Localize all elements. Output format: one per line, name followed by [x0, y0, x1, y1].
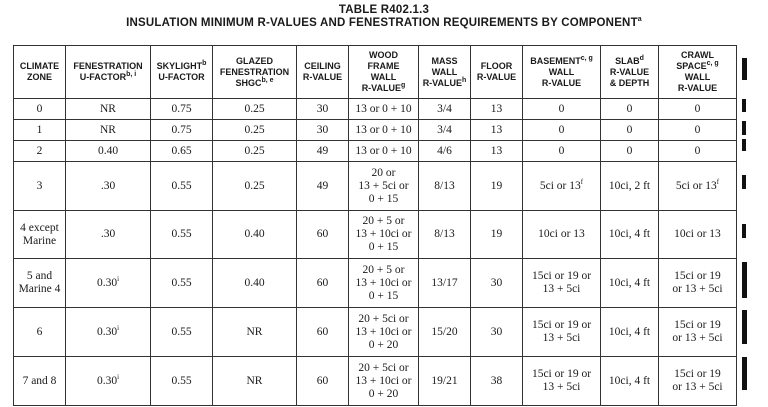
cell-ceiling-r-value	[297, 141, 349, 162]
cell-basement-wall-r-value	[523, 120, 601, 141]
cell-value: 38	[490, 374, 503, 387]
change-bar	[742, 262, 747, 298]
cell-climate-zone	[14, 120, 66, 141]
cell-value: 49	[316, 144, 329, 157]
cell-crawl-space-wall-r-value	[659, 211, 737, 259]
header-climate-zone	[14, 46, 66, 99]
cell-climate-zone	[14, 308, 66, 357]
cell-skylight-u-factor	[151, 141, 213, 162]
cell-floor-r-value	[471, 141, 523, 162]
cell-value: NR	[246, 374, 263, 387]
cell-fenestration-u-factor	[66, 259, 151, 308]
cell-mass-wall-r-value	[419, 357, 471, 406]
cell-value: 0.25	[244, 179, 265, 192]
table-title-text: INSULATION MINIMUM R-VALUES AND FENESTRATION REQUIREMENTS BY COMPONENT	[126, 17, 638, 29]
cell-basement-wall-r-value	[523, 162, 601, 211]
cell-value: 0	[36, 102, 43, 115]
cell-value: 0	[694, 144, 701, 157]
cell-glazed-fenestration-shgc	[213, 211, 297, 259]
cell-climate-zone	[14, 357, 66, 406]
insulation-requirements-table	[13, 45, 737, 406]
cell-fenestration-u-factor	[66, 211, 151, 259]
cell-value: 5ci or 13	[539, 179, 581, 192]
header-footnote: b	[202, 60, 207, 67]
cell-slab-r-value-depth	[601, 308, 659, 357]
cell-basement-wall-r-value	[523, 357, 601, 406]
cell-value: 19	[490, 228, 503, 240]
cell-slab-r-value-depth	[601, 211, 659, 259]
change-bar	[742, 357, 747, 390]
cell-value: 13/17	[431, 276, 458, 289]
cell-value: 15/20	[431, 325, 458, 338]
cell-ceiling-r-value	[297, 308, 349, 357]
cell-value: 0	[626, 102, 633, 115]
cell-value: 4 except Marine	[20, 221, 59, 247]
header-label-top: MASS WALL	[431, 55, 458, 77]
cell-floor-r-value	[471, 211, 523, 259]
header-label-top: GLAZED	[236, 55, 273, 66]
cell-value: 0	[694, 123, 701, 136]
cell-value: 15ci or 19 or 13 + 5ci	[672, 368, 723, 393]
cell-glazed-fenestration-shgc	[213, 141, 297, 162]
cell-value: 15ci or 19 or 13 + 5ci	[531, 270, 592, 295]
header-label-top: SLAB	[615, 55, 640, 66]
cell-value: 2	[36, 144, 43, 157]
cell-value: 6	[36, 325, 43, 338]
table-row	[14, 141, 737, 162]
cell-value: 15ci or 19 or 13 + 5ci	[672, 319, 723, 344]
header-fenestration-u-factor	[66, 46, 151, 99]
cell-wood-frame-wall-r-value	[349, 259, 419, 308]
header-basement-wall-r-value	[523, 46, 601, 99]
cell-mass-wall-r-value	[419, 211, 471, 259]
cell-footnote: f	[716, 177, 720, 186]
cell-value: 10ci or 13	[538, 228, 585, 240]
cell-wood-frame-wall-r-value	[349, 141, 419, 162]
table-row	[14, 120, 737, 141]
cell-value: 0	[626, 123, 633, 136]
table-title	[0, 17, 768, 29]
change-bar	[742, 121, 746, 135]
header-footnote: g	[401, 82, 406, 89]
change-bar	[742, 139, 746, 151]
cell-basement-wall-r-value	[523, 259, 601, 308]
cell-climate-zone	[14, 99, 66, 120]
cell-wood-frame-wall-r-value	[349, 357, 419, 406]
cell-climate-zone	[14, 211, 66, 259]
header-crawl-space-wall-r-value	[659, 46, 737, 99]
cell-ceiling-r-value	[297, 99, 349, 120]
cell-skylight-u-factor	[151, 99, 213, 120]
cell-ceiling-r-value	[297, 357, 349, 406]
cell-floor-r-value	[471, 357, 523, 406]
cell-value: 15ci or 19 or 13 + 5ci	[531, 368, 592, 393]
cell-climate-zone	[14, 162, 66, 211]
cell-value: 20 or 13 + 5ci or 0 + 15	[358, 166, 409, 205]
cell-value: 0	[626, 144, 633, 157]
cell-mass-wall-r-value	[419, 162, 471, 211]
cell-value: .30	[100, 228, 116, 240]
cell-value: 20 + 5 or 13 + 10ci or 0 + 15	[355, 263, 412, 302]
cell-wood-frame-wall-r-value	[349, 99, 419, 120]
cell-value: 3/4	[437, 123, 452, 136]
cell-slab-r-value-depth	[601, 141, 659, 162]
change-bars	[742, 0, 750, 407]
cell-mass-wall-r-value	[419, 99, 471, 120]
cell-value: 1	[36, 123, 43, 136]
cell-basement-wall-r-value	[523, 99, 601, 120]
cell-value: 10ci or 13	[674, 228, 721, 240]
header-footnote: b, i	[126, 71, 137, 78]
table-row	[14, 211, 737, 259]
header-label-top: WOOD FRAME WALL	[367, 50, 400, 82]
change-bar	[742, 58, 747, 80]
cell-footnote: i	[117, 274, 120, 283]
cell-value: 15ci or 19 or 13 + 5ci	[531, 319, 592, 344]
cell-value: 0.55	[171, 228, 192, 240]
cell-footnote: i	[117, 323, 120, 332]
header-label-bottom: R-VALUE	[476, 72, 517, 82]
cell-floor-r-value	[471, 162, 523, 211]
header-label-top: CRAWL SPACE	[676, 50, 714, 71]
cell-value: 13 or 0 + 10	[355, 144, 412, 157]
cell-value: 5 and Marine 4	[18, 270, 61, 295]
header-glazed-fenestration-shgc	[213, 46, 297, 99]
header-floor-r-value	[471, 46, 523, 99]
cell-value: 60	[316, 228, 329, 240]
header-ceiling-r-value	[297, 46, 349, 99]
cell-floor-r-value	[471, 99, 523, 120]
cell-fenestration-u-factor	[66, 141, 151, 162]
cell-ceiling-r-value	[297, 162, 349, 211]
cell-mass-wall-r-value	[419, 308, 471, 357]
cell-mass-wall-r-value	[419, 141, 471, 162]
cell-ceiling-r-value	[297, 120, 349, 141]
cell-value: 0.65	[171, 144, 192, 157]
header-label-bottom: ZONE	[26, 72, 52, 82]
header-slab-r-value-depth	[601, 46, 659, 99]
change-bar	[742, 175, 746, 189]
cell-crawl-space-wall-r-value	[659, 120, 737, 141]
table-row	[14, 162, 737, 211]
header-row	[14, 46, 737, 99]
cell-ceiling-r-value	[297, 211, 349, 259]
table-row	[14, 259, 737, 308]
cell-value: 10ci, 4 ft	[608, 374, 651, 387]
cell-glazed-fenestration-shgc	[213, 357, 297, 406]
cell-value: 0.75	[171, 102, 192, 115]
cell-value: 4/6	[437, 144, 452, 157]
cell-value: 0.30	[96, 325, 118, 338]
cell-skylight-u-factor	[151, 211, 213, 259]
cell-value: 0	[558, 123, 565, 136]
header-footnote: c, g	[706, 60, 719, 67]
cell-value: 30	[490, 325, 503, 338]
header-label-bottom: U-FACTOR	[79, 72, 127, 82]
cell-value: 0.55	[171, 179, 192, 192]
cell-value: 60	[316, 276, 329, 289]
cell-value: 10ci, 4 ft	[608, 276, 651, 289]
table-row	[14, 357, 737, 406]
cell-slab-r-value-depth	[601, 120, 659, 141]
change-bar	[742, 99, 746, 112]
cell-value: 7 and 8	[22, 374, 57, 387]
header-label-bottom: R-VALUE & DEPTH	[609, 66, 650, 88]
cell-value: 0.25	[244, 102, 265, 115]
cell-crawl-space-wall-r-value	[659, 162, 737, 211]
table-body	[14, 99, 737, 406]
header-label-top: BASEMENT	[530, 55, 581, 66]
cell-wood-frame-wall-r-value	[349, 120, 419, 141]
header-label-bottom: R-VALUE	[422, 77, 463, 88]
cell-value: 0.25	[244, 123, 265, 136]
cell-value: 30	[316, 102, 329, 115]
cell-wood-frame-wall-r-value	[349, 211, 419, 259]
cell-value: NR	[246, 325, 263, 338]
cell-value: 3/4	[437, 102, 452, 115]
cell-value: 0.40	[244, 276, 265, 289]
cell-climate-zone	[14, 259, 66, 308]
cell-value: 0.55	[171, 325, 192, 338]
cell-crawl-space-wall-r-value	[659, 357, 737, 406]
cell-wood-frame-wall-r-value	[349, 308, 419, 357]
cell-fenestration-u-factor	[66, 99, 151, 120]
cell-value: 10ci, 4 ft	[608, 228, 651, 240]
cell-value: 3	[36, 179, 43, 192]
header-footnote: h	[462, 76, 467, 84]
cell-value: 5ci or 13	[675, 179, 717, 192]
table-row	[14, 99, 737, 120]
cell-slab-r-value-depth	[601, 357, 659, 406]
header-footnote: c, g	[580, 54, 593, 62]
cell-crawl-space-wall-r-value	[659, 99, 737, 120]
cell-mass-wall-r-value	[419, 259, 471, 308]
cell-glazed-fenestration-shgc	[213, 259, 297, 308]
cell-skylight-u-factor	[151, 308, 213, 357]
cell-value: 15ci or 19 or 13 + 5ci	[672, 270, 723, 295]
cell-floor-r-value	[471, 308, 523, 357]
cell-value: 10ci, 2 ft	[608, 179, 651, 192]
cell-value: 13	[490, 123, 503, 136]
cell-fenestration-u-factor	[66, 120, 151, 141]
table-title-footnote: a	[637, 16, 642, 24]
cell-basement-wall-r-value	[523, 211, 601, 259]
cell-value: 0.25	[244, 144, 265, 157]
header-mass-wall-r-value	[419, 46, 471, 99]
cell-value: 30	[490, 276, 503, 289]
cell-value: 13	[490, 144, 503, 157]
cell-value: 0.30	[96, 276, 118, 289]
cell-glazed-fenestration-shgc	[213, 162, 297, 211]
header-label-top: FENESTRATION	[73, 61, 143, 71]
header-label-bottom: R-VALUE	[302, 72, 343, 82]
cell-value: 8/13	[434, 228, 455, 240]
cell-value: 20 + 5ci or 13 + 10ci or 0 + 20	[355, 361, 412, 400]
cell-value: 49	[316, 179, 329, 192]
cell-crawl-space-wall-r-value	[659, 141, 737, 162]
cell-slab-r-value-depth	[601, 259, 659, 308]
cell-value: 30	[316, 123, 329, 136]
table-number: TABLE R402.1.3	[338, 4, 430, 16]
cell-skylight-u-factor	[151, 357, 213, 406]
cell-value: 19/21	[431, 374, 458, 387]
header-label-top: CEILING	[304, 61, 341, 71]
cell-footnote: f	[580, 177, 584, 186]
table-row	[14, 308, 737, 357]
cell-value: 0	[558, 144, 565, 157]
cell-crawl-space-wall-r-value	[659, 308, 737, 357]
cell-floor-r-value	[471, 259, 523, 308]
cell-climate-zone	[14, 141, 66, 162]
header-wood-frame-wall-r-value	[349, 46, 419, 99]
header-label-bottom: R-VALUE	[361, 83, 402, 93]
cell-wood-frame-wall-r-value	[349, 162, 419, 211]
cell-value: 0.75	[171, 123, 192, 136]
cell-skylight-u-factor	[151, 259, 213, 308]
cell-value: NR	[100, 123, 116, 136]
cell-value: 13 or 0 + 10	[355, 102, 412, 115]
cell-glazed-fenestration-shgc	[213, 120, 297, 141]
header-label-top: CLIMATE	[19, 61, 60, 71]
cell-basement-wall-r-value	[523, 141, 601, 162]
header-footnote: d	[639, 54, 644, 62]
cell-value: 0	[558, 102, 565, 115]
cell-value: 60	[316, 325, 329, 338]
cell-value: 13	[490, 102, 503, 115]
cell-value: NR	[100, 102, 116, 115]
cell-value: 0.40	[244, 228, 265, 240]
cell-floor-r-value	[471, 120, 523, 141]
header-label-top: SKYLIGHT	[156, 61, 203, 71]
cell-value: 0.40	[97, 144, 119, 157]
header-label-bottom: WALL R-VALUE	[541, 66, 582, 88]
cell-value: 0.55	[171, 276, 192, 289]
cell-value: 13 or 0 + 10	[355, 123, 412, 136]
cell-value: 19	[490, 179, 503, 192]
header-label-bottom: U-FACTOR	[158, 72, 205, 82]
cell-fenestration-u-factor	[66, 308, 151, 357]
cell-slab-r-value-depth	[601, 99, 659, 120]
cell-value: 10ci, 4 ft	[608, 325, 651, 338]
header-footnote: b, e	[261, 76, 274, 84]
cell-fenestration-u-factor	[66, 357, 151, 406]
cell-value: 0.55	[171, 374, 192, 387]
cell-value: 0	[694, 102, 701, 115]
header-skylight-u-factor	[151, 46, 213, 99]
cell-crawl-space-wall-r-value	[659, 259, 737, 308]
cell-value: .30	[100, 179, 116, 192]
header-label-bottom: FENESTRATION SHGC	[219, 66, 290, 88]
cell-value: 20 + 5 or 13 + 10ci or 0 + 15	[355, 215, 412, 253]
cell-slab-r-value-depth	[601, 162, 659, 211]
cell-skylight-u-factor	[151, 120, 213, 141]
cell-value: 60	[316, 374, 329, 387]
cell-value: 8/13	[434, 179, 455, 192]
cell-fenestration-u-factor	[66, 162, 151, 211]
cell-value: 0.30	[96, 374, 118, 387]
header-label-top: FLOOR	[480, 61, 513, 71]
cell-basement-wall-r-value	[523, 308, 601, 357]
cell-ceiling-r-value	[297, 259, 349, 308]
cell-value: 20 + 5ci or 13 + 10ci or 0 + 20	[355, 312, 412, 351]
header-label-bottom: WALL R-VALUE	[677, 72, 718, 93]
change-bar	[742, 224, 746, 238]
cell-glazed-fenestration-shgc	[213, 308, 297, 357]
cell-footnote: i	[117, 372, 120, 381]
change-bar	[742, 310, 747, 344]
cell-glazed-fenestration-shgc	[213, 99, 297, 120]
cell-mass-wall-r-value	[419, 120, 471, 141]
cell-skylight-u-factor	[151, 162, 213, 211]
